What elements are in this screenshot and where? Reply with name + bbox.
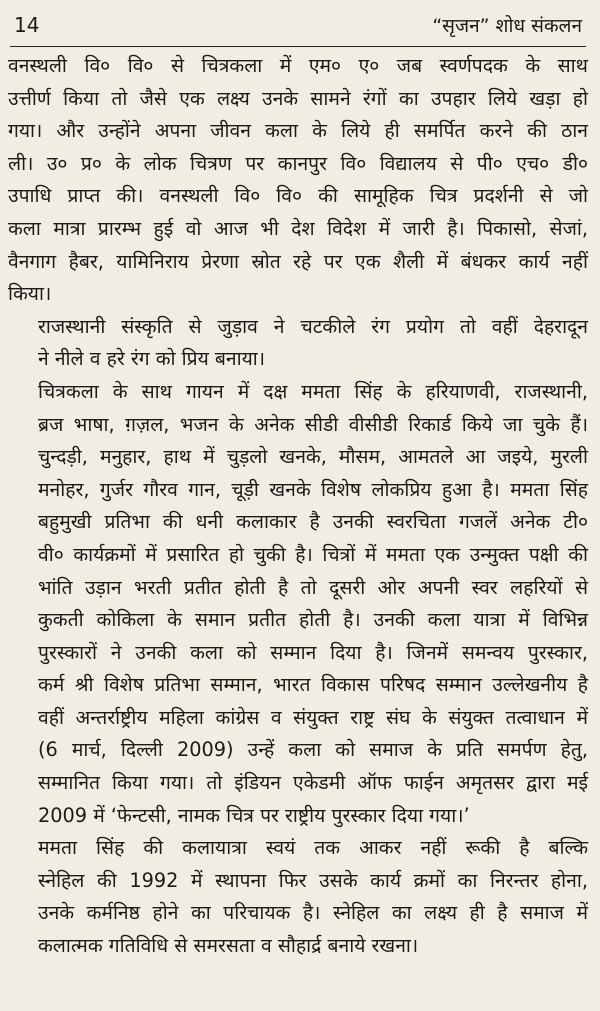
text-line: बहुमुखी प्रतिभा की धनी कलाकार है उनकी स्वरचिता गजलें अनेक टी० [38, 510, 588, 534]
text-line: वी० कार्यक्रमों में प्रसारित हो चुकी है। चित्रों में ममता एक उन्मुक्त पक्षी की [38, 542, 588, 566]
text-line: राजस्थानी संस्कृति से जुड़ाव ने चटकीले रंग प्रयोग तो वहीं देहरादून [38, 314, 588, 338]
text-line: वनस्थली वि० वि० से चित्रकला में एम० ए० जब स्वर्णपदक के साथ [8, 54, 588, 77]
text-line: कला मात्रा प्रारम्भ हुई वो आज भी देश विदेश में जारी है। पिकासो, सेजां, [8, 216, 588, 240]
text-line: उपाधि प्राप्त की। वनस्थली वि० वि० की सामूहिक चित्र प्रदर्शनी से जो [8, 184, 588, 208]
text-line: 2009 में ‘फेन्टसी, नामक चित्र पर राष्ट्रीय पुरस्कार दिया गया।’ [38, 803, 470, 827]
running-title: “सृजन” शोध संकलन [432, 15, 582, 37]
text-line: भांति उड़ान भरती प्रतीत होती है तो दूसरी ओर अपनी स्वर लहरियों से [38, 575, 588, 599]
text-line: पुरस्कारों ने उनकी कला को सम्मान दिया है। जिनमें समन्वय पुरस्कार, [38, 640, 588, 664]
text-line: कर्म श्री विशेष प्रतिभा सम्मान, भारत विकास परिषद सम्मान उल्लेखनीय है [38, 673, 588, 697]
text-line: ब्रज भाषा, ग़ज़ल, भजन के अनेक सीडी वीसीडी रिकार्ड किये जा चुके हैं। [38, 412, 588, 436]
text-line: मनोहर, गुर्जर गौरव गान, चूड़ी खनके विशेष लोकप्रिय हुआ है। ममता सिंह [38, 477, 588, 501]
text-line: स्नेहिल की 1992 में स्थापना फिर उसके कार्य क्रमों का निरन्तर होना, [38, 868, 588, 892]
body-text [8, 50, 588, 963]
text-line: ममता सिंह की कलायात्रा स्वयं तक आकर नहीं रूकी है बल्कि [38, 836, 588, 860]
text-line: सम्मानित किया गया। तो इंडियन एकेडमी ऑफ फाईन अमृतसर द्वारा मई [38, 771, 588, 795]
text-line: कुकती कोकिला के समान प्रतीत होती है। उनकी कला यात्रा में विभिन्न [38, 608, 588, 632]
text-line: गया। और उन्होंने अपना जीवन कला के लिये ही समर्पित करने की ठान [8, 119, 588, 143]
page-number: 14 [14, 13, 40, 37]
text-line: किया। [8, 282, 52, 306]
text-line: ली। उ० प्र० के लोक चित्रण पर कानपुर वि० विद्यालय से पी० एच० डी० [8, 151, 588, 175]
text-line: उत्तीर्ण किया तो जैसे एक लक्ष्य उनके सामने रंगों का उपहार लिये खड़ा हो [8, 86, 588, 110]
paragraph [8, 311, 588, 376]
text-line: चुन्दड़ी, मनुहार, हाथ में चुड़लो खनके, मौसम, आमतले आ जइये, मुरली [38, 445, 588, 469]
text-line: उनके कर्मनिष्ठ होने का परिचायक है। स्नेहिल का लक्ष्य ही है समाज में [38, 901, 588, 925]
paragraph [8, 376, 588, 832]
paragraph [8, 50, 588, 311]
text-line: वहीं अन्तर्राष्ट्रीय महिला कांग्रेस व संयुक्त राष्ट्र संघ के संयुक्त तत्वाधान में [38, 705, 588, 729]
text-line: वैनगाग हैबर, यामिनिराय प्रेरणा स्रोत रहे पर एक शैली में बंधकर कार्य नहीं [8, 249, 588, 273]
page-header [10, 12, 586, 47]
text-line: (6 मार्च, दिल्ली 2009) उन्हें कला को समाज के प्रति समर्पण हेतु, [38, 738, 588, 762]
text-line: चित्रकला के साथ गायन में दक्ष ममता सिंह के हरियाणवी, राजस्थानी, [38, 379, 588, 403]
text-line: ने नीले व हरे रंग को प्रिय बनाया। [38, 347, 266, 371]
text-line: कलात्मक गतिविधि से समरसता व सौहार्द्र बनाये रखना। [38, 934, 419, 958]
paragraph [8, 832, 588, 962]
